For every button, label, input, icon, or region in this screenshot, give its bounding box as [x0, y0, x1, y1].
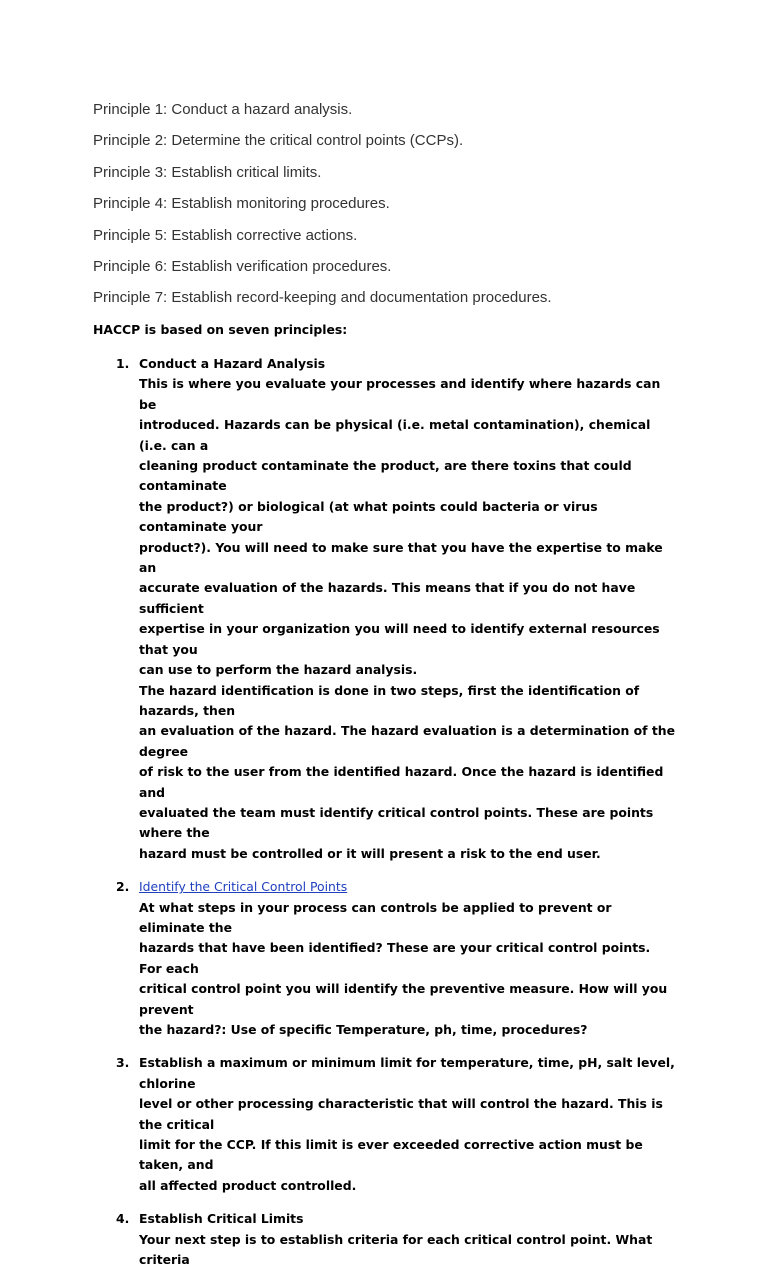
item-number: 2. [116, 879, 130, 895]
principle-line: Principle 2: Determine the critical control points (CCPs). [93, 132, 464, 150]
principles-list [93, 100, 733, 320]
principle-line: Principle 6: Establish verification procedures. [93, 257, 392, 275]
principle-line: Principle 1: Conduct a hazard analysis. [93, 101, 353, 118]
principle-line: Principle 5: Establish corrective actions. [93, 226, 358, 244]
list-item [116, 1053, 676, 1196]
numbered-list [116, 354, 676, 1283]
principle-line: Principle 7: Establish record-keeping and documentation procedures. [93, 289, 552, 307]
item-paragraph: The hazard identification is done in two steps, first the identification of hazards, then an evaluation of the hazard. The hazard evaluation is a determination of the degree of risk to the user from the identified hazard. Once the hazard is identified and evaluated the team must identify critical control points. These are points where the hazard must be controlled or it will present a risk to the end user. [139, 682, 675, 861]
item-paragraph: At what steps in your process can controls be applied to prevent or eliminate the hazards that have been identified? These are your critical control points. For each critical control point you will identify the preventive measure. How will you prevent the hazard?: Use of specific Temperature, ph, time, procedures? [139, 899, 668, 1037]
intro-heading: HACCP is based on seven principles: [93, 322, 348, 337]
item-title: Establish Critical Limits [139, 1211, 304, 1227]
list-item [116, 354, 676, 864]
principle-line: Principle 4: Establish monitoring procedures. [93, 195, 390, 213]
item-title-wrapper [139, 877, 676, 897]
principle-line: Principle 3: Establish critical limits. [93, 163, 322, 181]
list-item [116, 877, 676, 1040]
item-number: 3. [116, 1055, 130, 1071]
item-number: 1. [116, 356, 130, 371]
item-paragraph: This is where you evaluate your processes and identify where hazards can be introduced. Hazards can be physical (i.e. metal contamination), chemical (i.e. can a cleaning product contaminate the product, are there toxins that could contaminate the product?) or biological (at what points could bacteria or virus contaminate your product?). You will need to make sure that you have the expertise to make an accurate evaluation of the hazards. This means that if you do not have sufficient expertise in your organization you will need to identify external resources that you can use to perform the hazard analysis. [139, 376, 663, 678]
list-item [116, 1209, 676, 1270]
item-number: 4. [116, 1211, 130, 1227]
critical-control-points-link[interactable]: Identify the Critical Control Points [139, 879, 348, 895]
item-title: Conduct a Hazard Analysis [139, 356, 326, 371]
item-paragraph: Establish a maximum or minimum limit for temperature, time, pH, salt level, chlorine level or other processing characteristic that will control the hazard. This is the critical limit for the CCP. If this limit is ever exceeded corrective action must be taken, and all affected product controlled. [139, 1055, 675, 1193]
item-paragraph: Your next step is to establish criteria for each critical control point. What criteria [139, 1231, 653, 1268]
